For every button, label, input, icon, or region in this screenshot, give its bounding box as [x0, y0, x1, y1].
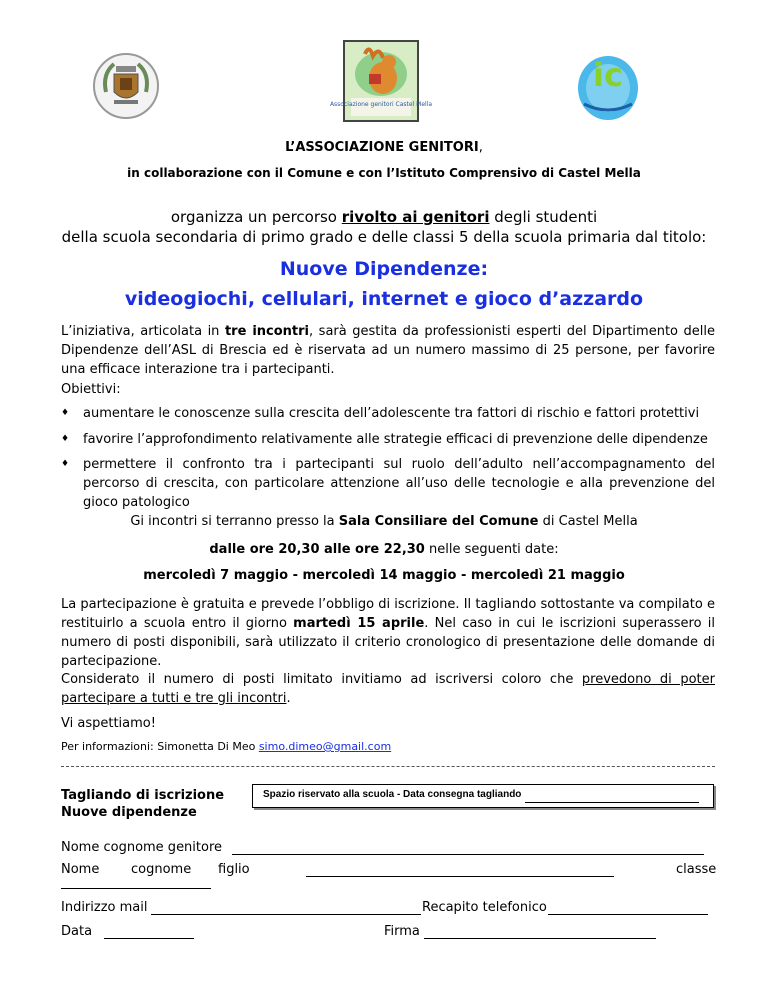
associazione-genitori-logo [329, 40, 433, 122]
school-reserved-label: Spazio riservato alla scuola - Data consegna tagliando [263, 789, 522, 800]
child-name-label-word: figlio [218, 862, 250, 877]
collaboration-subtitle: in collaborazione con il Comune e con l’Istituto Comprensivo di Castel Mella [127, 166, 641, 180]
signature-field[interactable] [424, 938, 656, 939]
child-name-label-word: Nome [61, 862, 100, 877]
form-title: Tagliando di iscrizione [61, 788, 225, 803]
logo-caption: Associazione genitori Castel Mella [329, 101, 433, 108]
child-name-field[interactable] [306, 876, 614, 877]
organizes-line-1: organizza un percorso rivolto ai genitori degli studenti [170, 208, 598, 226]
email-label: Indirizzo mail [61, 900, 148, 915]
parent-name-label: Nome cognome genitore [61, 840, 223, 855]
school-reserved-box [252, 784, 714, 808]
email-field[interactable] [151, 914, 421, 915]
class-field[interactable] [61, 888, 211, 889]
diamond-bullet-icon: ♦ [61, 434, 70, 444]
time-line: dalle ore 20,30 alle ore 22,30 nelle seguenti date: [209, 542, 559, 557]
email-link[interactable]: simo.dimeo@gmail.com [258, 740, 392, 753]
form-subtitle: Nuove dipendenze [61, 805, 197, 820]
course-title-1: Nuove Dipendenze: [279, 258, 489, 280]
dates-line: mercoledì 7 maggio - mercoledì 14 maggio - mercoledì 21 maggio [143, 568, 625, 583]
date-label: Data [61, 924, 93, 939]
objectives-label: Obiettivi: [61, 382, 121, 397]
ic-castel-mella-logo [572, 44, 644, 124]
child-name-label-word: cognome [131, 862, 192, 877]
date-field[interactable] [104, 938, 194, 939]
venue-line: Gi incontri si terranno presso la Sala Consiliare del Comune di Castel Mella [130, 514, 638, 529]
welcome-text: Vi aspettiamo! [61, 716, 156, 731]
diamond-bullet-icon: ♦ [61, 408, 70, 418]
organizes-line-2: della scuola secondaria di primo grado e delle classi 5 della scuola primaria dal titolo: [61, 228, 707, 246]
class-label: classe [676, 862, 717, 877]
comune-crest-logo [92, 52, 160, 120]
phone-field[interactable] [548, 914, 708, 915]
participation-paragraph: La partecipazione è gratuita e prevede l’obbligo di iscrizione. Il tagliando sottostante va compilato e restituirlo a scuola entro il giorno martedì 15 aprile. Nel caso in cui le iscrizioni superassero il numero di posti disponibili, sarà utilizzato il criterio cronologico di presentazione delle domande di partecipazione. [61, 597, 715, 669]
info-line: Per informazioni: Simonetta Di Meo simo.dimeo@gmail.com [61, 740, 392, 753]
cut-line-divider [61, 766, 715, 767]
course-title-2: videogiochi, cellulari, internet e gioco d’azzardo [124, 288, 644, 310]
delivery-date-field[interactable] [525, 802, 699, 803]
parent-name-field[interactable] [232, 854, 704, 855]
association-title: L’ASSOCIAZIONE GENITORI, [285, 140, 483, 155]
limited-seats-paragraph: Considerato il numero di posti limitato invitiamo ad iscriversi coloro che prevedono di poter partecipare a tutti e tre gli incontri. [61, 672, 715, 706]
intro-paragraph: L’iniziativa, articolata in tre incontri, sarà gestita da professionisti esperti del Dipartimento delle Dipendenze dell’ASL di Brescia ed è riservata ad un numero massimo di 25 persone, per favorire una efficace interazione tra i partecipanti. [61, 324, 715, 377]
ic-letters: ic [593, 56, 623, 94]
diamond-bullet-icon: ♦ [61, 459, 70, 469]
phone-label: Recapito telefonico [422, 900, 547, 915]
signature-label: Firma [384, 924, 420, 939]
